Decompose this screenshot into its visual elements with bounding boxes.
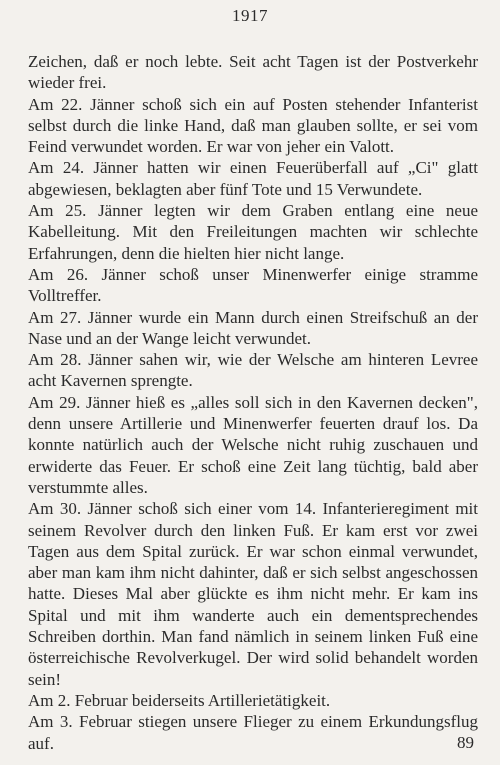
paragraph: Am 30. Jänner schoß sich einer vom 14. Infanterieregiment mit seinem Revolver durch den linken Fuß. Er kam erst vor zwei Tagen aus dem Spital zurück. Er war schon einmal verwundet, aber man kam ihm nicht dahinter, daß er sich selbst angeschossen hatte. Dieses Mal aber glückte es ihm nicht mehr. Er kam ins Spital und mit ihm wanderte auch ein dementsprechendes Schreiben dorthin. Man fand nämlich in seinem linken Fuß eine österreichische Revolverkugel. Der wird solid behandelt worden sein!	[28, 499, 478, 689]
running-header-year: 1917	[232, 6, 268, 25]
paragraph: Am 28. Jänner sahen wir, wie der Welsche am hinteren Levree acht Kavernen sprengte.	[28, 350, 478, 391]
page-body	[28, 51, 478, 754]
paragraph: Am 27. Jänner wurde ein Mann durch einen Streifschuß an der Nase und an der Wange leicht verwundet.	[28, 307, 478, 348]
paragraph: Am 3. Februar stiegen unsere Flieger zu einem Erkundungsflug auf.	[28, 712, 478, 753]
page-number: 89	[457, 733, 474, 752]
paragraph: Zeichen, daß er noch lebte. Seit acht Tagen ist der Postverkehr wieder frei.	[28, 52, 478, 93]
paragraph: Am 26. Jänner schoß unser Minenwerfer einige stramme Volltreffer.	[28, 264, 478, 306]
paragraph: Am 25. Jänner legten wir dem Graben entlang eine neue Kabelleitung. Mit den Freileitungen machten wir schlechte Erfahrungen, denn die hielten hier nicht lange.	[28, 201, 478, 263]
paragraph: Am 2. Februar beiderseits Artillerietätigkeit.	[28, 690, 331, 710]
paragraph: Am 29. Jänner hieß es „alles soll sich in den Kavernen decken", denn unsere Artillerie und Minenwerfer feuerten drauf los. Da konnte natürlich auch der Welsche nicht ruhig zuschauen und erwiderte das Feuer. Er schoß eine Zeit lang tüchtig, bald aber verstummte alles.	[28, 392, 478, 497]
paragraph: Am 24. Jänner hatten wir einen Feuerüberfall auf „Ci" glatt abgewiesen, beklagten aber fünf Tote und 15 Verwundete.	[28, 158, 478, 199]
paragraph: Am 22. Jänner schoß sich ein auf Posten stehender Infanterist selbst durch die linke Hand, daß man glauben sollte, er sei vom Feind verwundet worden. Er war von jeher ein Valott.	[28, 94, 478, 157]
